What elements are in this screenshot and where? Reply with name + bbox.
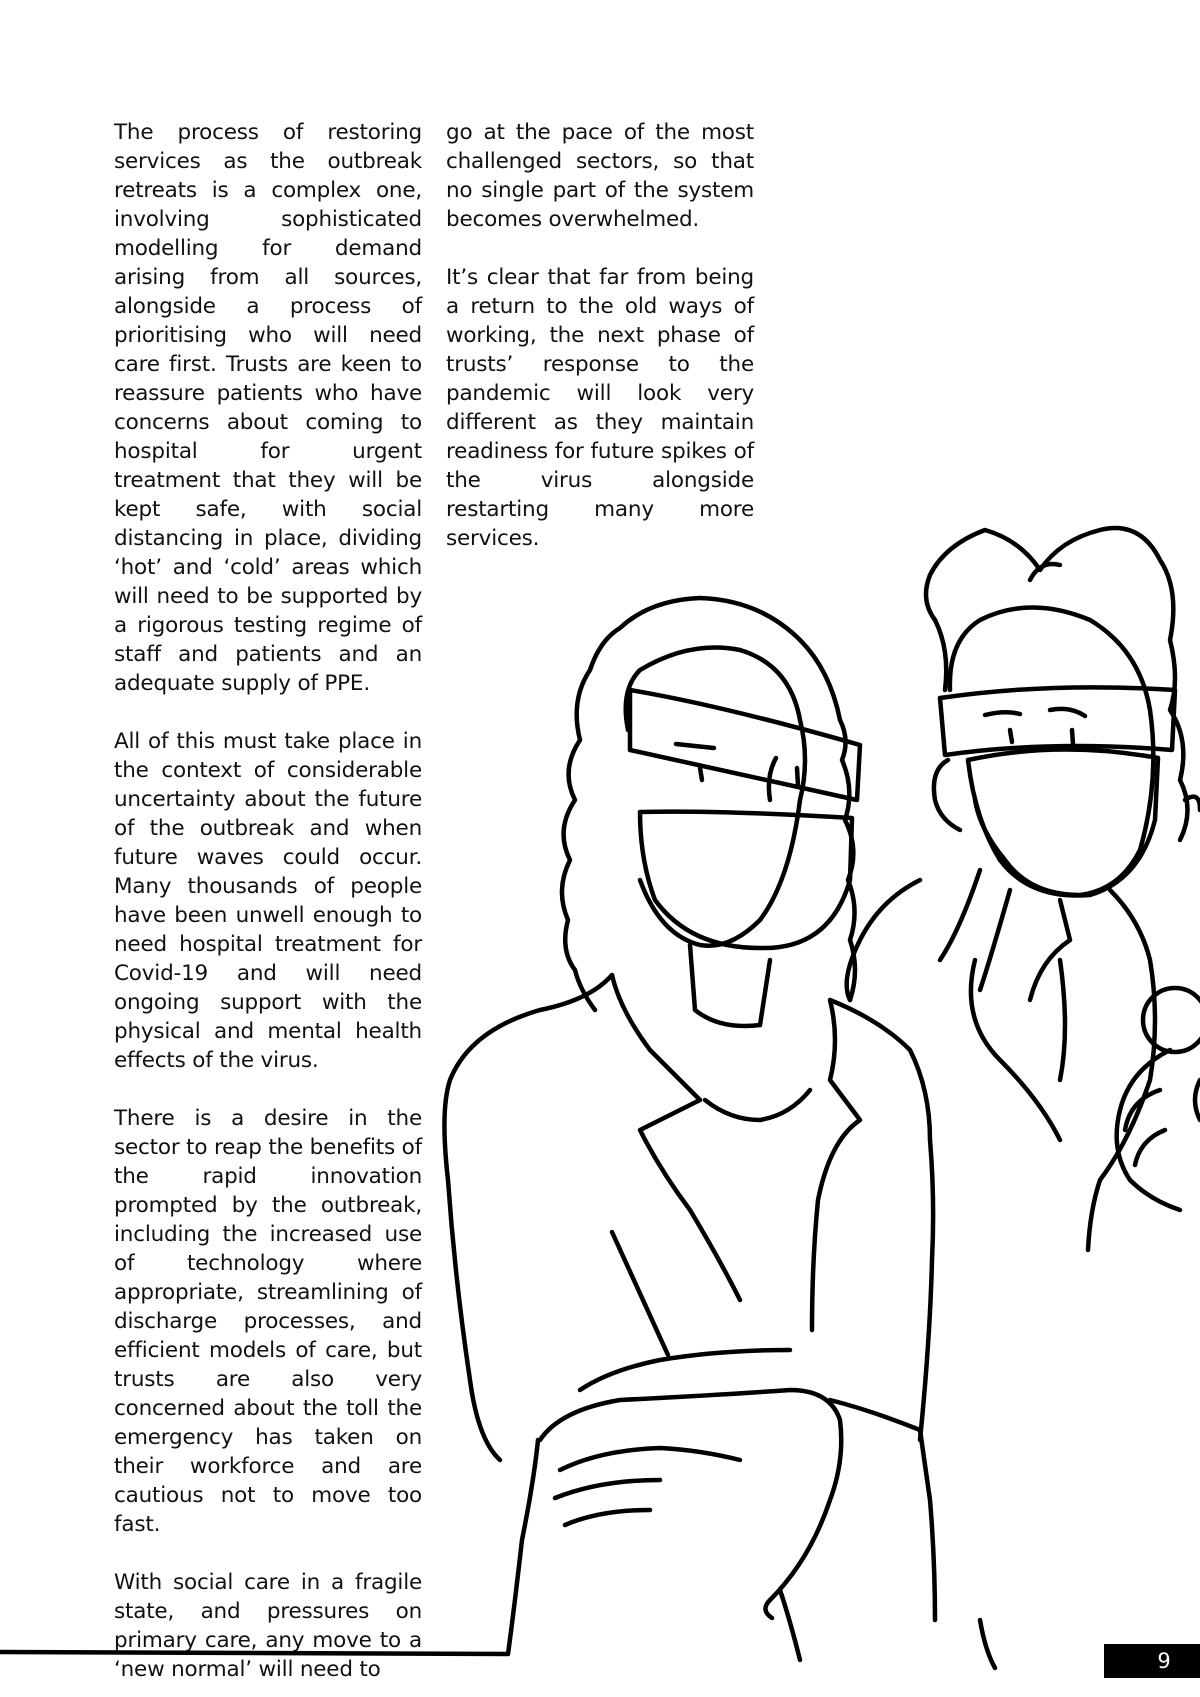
man-face-shield bbox=[940, 687, 1175, 755]
paragraph: It’s clear that far from being a return to the old ways of working, the next phase of trusts’ response to the pandemic will look very different as they maintain readiness for future spikes of the virus alongside restarting many more services. bbox=[446, 265, 754, 551]
paragraph: go at the pace of the most challenged sectors, so that no single part of the system becomes overwhelmed. bbox=[446, 120, 754, 232]
man-hair bbox=[926, 528, 1188, 840]
paragraph: There is a desire in the sector to reap the benefits of the rapid innovation prompted by the outbreak, including the increased use of technology where appropriate, streamlining of discharge processes, and efficient models of care, but trusts are also very concerned about the toll the emergency has taken on their workforce and are cautious not to move too fast. bbox=[114, 1106, 422, 1537]
woman-hair bbox=[562, 598, 855, 1010]
man-hand bbox=[1117, 1050, 1180, 1210]
page-number bbox=[1104, 1644, 1200, 1678]
paragraph: With social care in a fragile state, and pressures on primary care, any move to a ‘new normal’ will need to bbox=[114, 1570, 422, 1682]
man-mask bbox=[968, 749, 1158, 895]
paragraph: All of this must take place in the context of considerable uncertainty about the future of the outbreak and when future waves could occur. Many thousands of people have been unwell enough to need hospital treatment for Covid-19 and will need ongoing support with the physical and mental health effects of the virus. bbox=[114, 729, 422, 1073]
page-number-text: 9 bbox=[1157, 1649, 1171, 1673]
paragraph: The process of restoring services as the outbreak retreats is a complex one, involving sophisticated modelling for demand arising from all sources, alongside a process of prioritising who will need care first. Trusts are keen to reassure patients who have concerns about coming to hospital for urgent treatment that they will be kept safe, with social distancing in place, dividing ‘hot’ and ‘cold’ areas which will need to be supported by a rigorous testing regime of staff and patients and an adequate supply of PPE. bbox=[114, 120, 422, 696]
woman-face-shield bbox=[630, 690, 860, 800]
stethoscope-icon bbox=[971, 960, 1065, 1140]
ground-line bbox=[0, 1440, 538, 1654]
man-coat bbox=[847, 880, 1155, 1250]
woman-arms bbox=[540, 1350, 841, 1618]
woman-coat bbox=[444, 975, 933, 1460]
